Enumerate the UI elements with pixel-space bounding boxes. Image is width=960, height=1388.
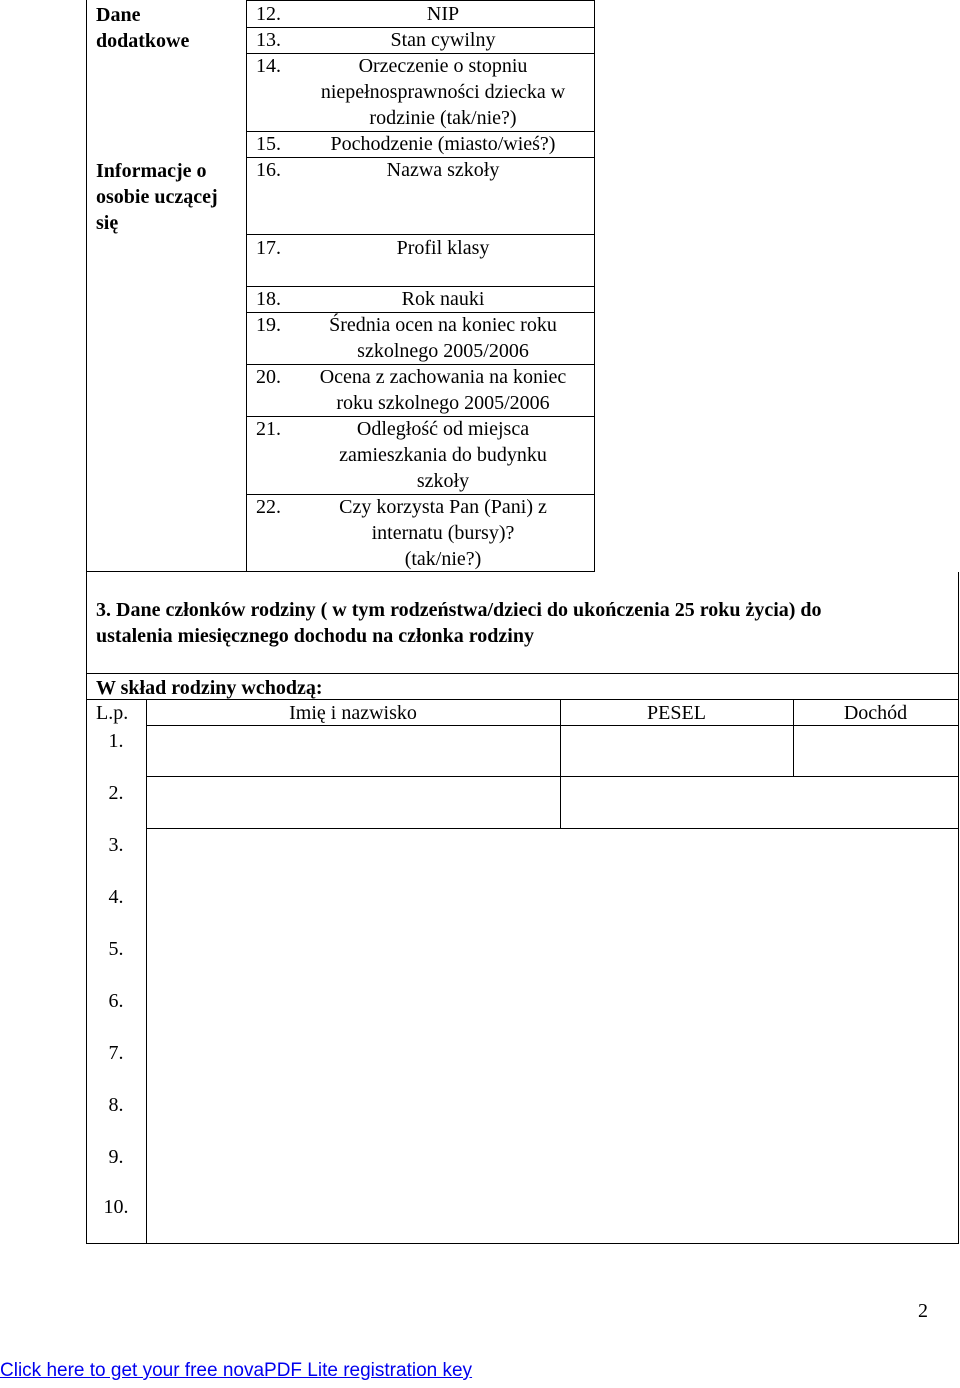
section-3-heading: 3. Dane członków rodziny ( w tym rodzeństwa/dzieci do ukończenia 25 roku życia) do ustalenia miesięcznego dochodu na członka rodziny (96, 599, 822, 647)
field-number: 12. (256, 3, 281, 25)
field-number: 19. (256, 314, 281, 336)
field-label-profil-klasy: Profil klasy (396, 237, 490, 259)
field-label-ocena-zachowania: Ocena z zachowania na koniec roku szkolnego 2005/2006 (319, 366, 567, 414)
field-label-orzeczenie: Orzeczenie o stopniu niepełnosprawności dziecka w rodzinie (tak/nie?) (320, 55, 566, 129)
table-row[interactable] (147, 726, 958, 776)
table-row-number: 2. (108, 782, 124, 804)
table-row-number: 4. (108, 886, 124, 908)
label-informacje-o-osobie: Informacje o osobie uczącej się (96, 160, 218, 234)
table-row-number: 5. (108, 938, 124, 960)
header-dochod: Dochód (843, 702, 908, 724)
header-lp: L.p. (96, 702, 129, 724)
table-row-number: 6. (108, 990, 124, 1012)
field-number: 21. (256, 418, 281, 440)
field-label-pochodzenie: Pochodzenie (miasto/wieś?) (330, 133, 556, 155)
field-number: 14. (256, 55, 281, 77)
field-label-rok-nauki: Rok nauki (401, 288, 485, 310)
table-row-number: 10. (103, 1196, 129, 1218)
label-dane-dodatkowe: Dane dodatkowe (96, 4, 190, 52)
field-number: 16. (256, 159, 281, 181)
field-label-nazwa-szkoly: Nazwa szkoły (386, 159, 500, 181)
table-row-number: 1. (108, 730, 124, 752)
answer-cell-nip[interactable] (595, 1, 959, 571)
field-label-odleglosc: Odległość od miejsca zamieszkania do budynku szkoły (339, 418, 547, 492)
field-number: 20. (256, 366, 281, 388)
field-label-srednia-ocen: Średnia ocen na koniec roku szkolnego 2005/2006 (329, 314, 557, 362)
header-pesel: PESEL (647, 702, 706, 724)
table-row-number: 7. (108, 1042, 124, 1064)
family-subheading: W skład rodziny wchodzą: (96, 677, 323, 699)
table-row[interactable] (147, 777, 958, 828)
page-number: 2 (918, 1300, 928, 1322)
field-label-internat: Czy korzysta Pan (Pani) z internatu (bursy)? (tak/nie?) (339, 496, 547, 570)
table-row-number: 3. (108, 834, 124, 856)
table-row[interactable] (147, 829, 958, 1243)
field-number: 22. (256, 496, 281, 518)
table-row-number: 9. (108, 1146, 124, 1168)
novapdf-registration-link[interactable]: Click here to get your free novaPDF Lite registration key (0, 1360, 473, 1381)
field-label-stan-cywilny: Stan cywilny (390, 29, 496, 51)
field-label-nip: NIP (426, 3, 460, 25)
header-imie-nazwisko: Imię i nazwisko (289, 702, 417, 724)
table-row-number: 8. (108, 1094, 124, 1116)
field-number: 15. (256, 133, 281, 155)
field-number: 17. (256, 237, 281, 259)
field-number: 18. (256, 288, 281, 310)
field-number: 13. (256, 29, 281, 51)
